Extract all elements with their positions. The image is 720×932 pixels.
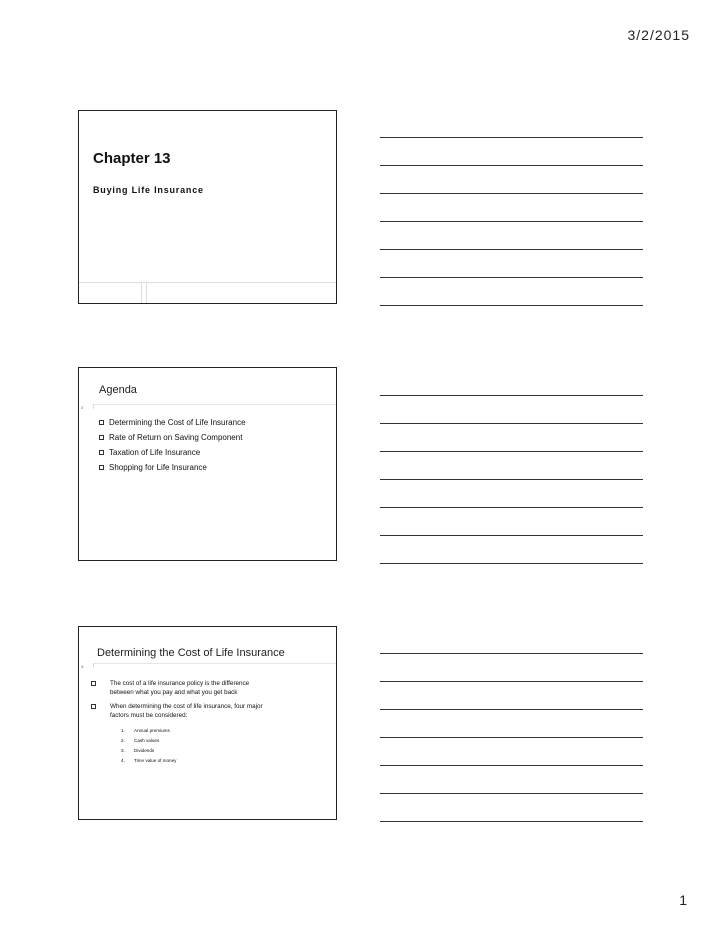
- slide-title: Chapter 13: [93, 150, 171, 167]
- note-line: [380, 507, 643, 508]
- slide-subtitle: Buying Life Insurance: [93, 185, 204, 195]
- checkbox-bullet-icon: [99, 435, 104, 440]
- footer-panel-right: [146, 283, 336, 303]
- slide-number: 2: [81, 405, 84, 410]
- list-item: The cost of a life insurance policy is the difference between what you pay and what you get back: [91, 679, 263, 697]
- footer-panel-left: [79, 283, 142, 303]
- note-line: [380, 423, 643, 424]
- note-line: [380, 709, 643, 710]
- slide-3: [78, 626, 337, 820]
- title-rule: [93, 663, 336, 664]
- bullet-list: [99, 418, 246, 478]
- note-line: [380, 137, 643, 138]
- slide-number: 3: [81, 664, 84, 669]
- note-line: [380, 165, 643, 166]
- note-line: [380, 535, 643, 536]
- slide-2: [78, 367, 337, 561]
- note-line: [380, 277, 643, 278]
- note-line: [380, 681, 643, 682]
- note-line: [380, 249, 643, 250]
- slide-title: Determining the Cost of Life Insurance: [97, 647, 285, 659]
- note-line: [380, 479, 643, 480]
- list-item: When determining the cost of life insurance, four major factors must be considered:: [91, 702, 263, 720]
- slide-footer-bar: [79, 282, 336, 303]
- slide-1: [78, 110, 337, 304]
- note-line: [380, 765, 643, 766]
- list-item: 4. Time value of money: [121, 758, 177, 763]
- list-item: Shopping for Life Insurance: [99, 463, 246, 478]
- note-line: [380, 737, 643, 738]
- note-line: [380, 821, 643, 822]
- note-line: [380, 221, 643, 222]
- checkbox-bullet-icon: [91, 704, 96, 709]
- checkbox-bullet-icon: [91, 681, 96, 686]
- note-line: [380, 563, 643, 564]
- list-item: Rate of Return on Saving Component: [99, 433, 246, 448]
- numbered-sublist: [121, 726, 176, 766]
- list-item: 1. Annual premiums: [121, 728, 170, 733]
- slide-title: Agenda: [99, 384, 137, 396]
- note-line: [380, 793, 643, 794]
- checkbox-bullet-icon: [99, 420, 104, 425]
- print-date: 3/2/2015: [627, 27, 690, 43]
- note-line: [380, 305, 643, 306]
- note-line: [380, 451, 643, 452]
- title-rule-tick: [93, 663, 94, 668]
- note-line: [380, 193, 643, 194]
- list-item: 3. Dividends: [121, 748, 155, 753]
- note-line: [380, 653, 643, 654]
- list-item: Determining the Cost of Life Insurance: [99, 418, 246, 433]
- list-item: 2. Cash values: [121, 738, 160, 743]
- title-rule: [93, 404, 336, 405]
- page-number: 1: [679, 892, 687, 908]
- checkbox-bullet-icon: [99, 465, 104, 470]
- checkbox-bullet-icon: [99, 450, 104, 455]
- bullet-list: [91, 679, 263, 725]
- title-rule-tick: [93, 404, 94, 409]
- list-item: Taxation of Life Insurance: [99, 448, 246, 463]
- note-line: [380, 395, 643, 396]
